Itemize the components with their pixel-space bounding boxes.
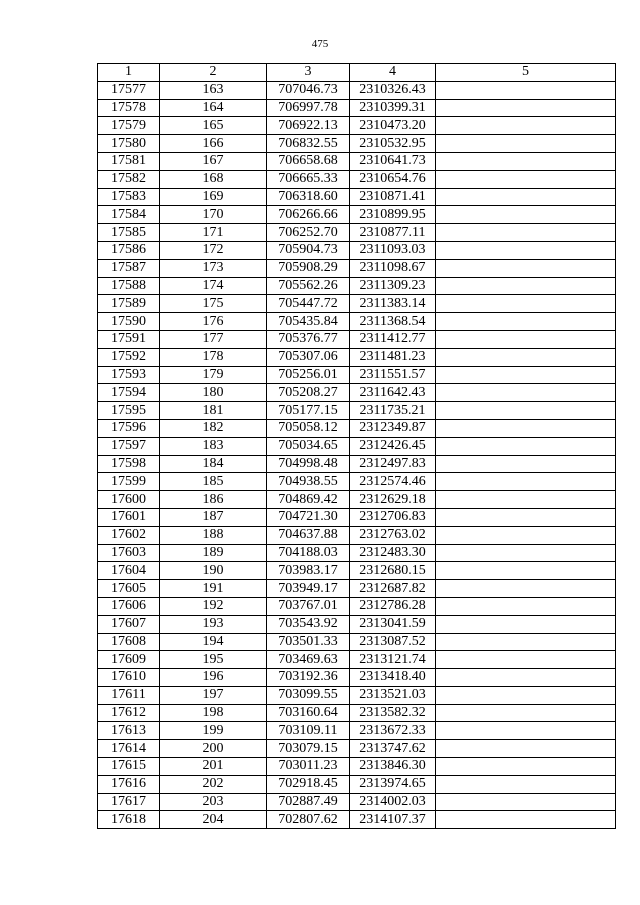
y-coordinate-cell: 2310641.73 — [350, 152, 436, 170]
note-cell — [436, 170, 616, 188]
note-cell — [436, 117, 616, 135]
table-row — [98, 224, 616, 242]
x-coordinate-cell: 702887.49 — [267, 793, 350, 811]
vertex-number-cell: 184 — [160, 455, 267, 473]
y-coordinate-cell: 2312687.82 — [350, 580, 436, 598]
y-coordinate-cell: 2312680.15 — [350, 562, 436, 580]
point-id-cell: 17595 — [98, 402, 160, 420]
table-row — [98, 402, 616, 420]
table-row — [98, 580, 616, 598]
note-cell — [436, 152, 616, 170]
y-coordinate-cell: 2312706.83 — [350, 508, 436, 526]
page-number: 475 — [311, 38, 329, 50]
table-row — [98, 491, 616, 509]
x-coordinate-cell: 703099.55 — [267, 686, 350, 704]
y-coordinate-cell: 2310326.43 — [350, 81, 436, 99]
coordinates-table — [97, 63, 616, 829]
vertex-number-cell: 183 — [160, 437, 267, 455]
table-row — [98, 241, 616, 259]
vertex-number-cell: 165 — [160, 117, 267, 135]
point-id-cell: 17610 — [98, 669, 160, 687]
x-coordinate-cell: 703469.63 — [267, 651, 350, 669]
table-body — [98, 64, 616, 829]
y-coordinate-cell: 2312574.46 — [350, 473, 436, 491]
vertex-number-cell: 174 — [160, 277, 267, 295]
header-cell-5: 5 — [436, 64, 616, 82]
table-row — [98, 562, 616, 580]
point-id-cell: 17597 — [98, 437, 160, 455]
y-coordinate-cell: 2311093.03 — [350, 241, 436, 259]
vertex-number-cell: 175 — [160, 295, 267, 313]
vertex-number-cell: 181 — [160, 402, 267, 420]
table-row — [98, 295, 616, 313]
point-id-cell: 17584 — [98, 206, 160, 224]
point-id-cell: 17615 — [98, 758, 160, 776]
x-coordinate-cell: 706997.78 — [267, 99, 350, 117]
x-coordinate-cell: 702807.62 — [267, 811, 350, 829]
y-coordinate-cell: 2313121.74 — [350, 651, 436, 669]
x-coordinate-cell: 703949.17 — [267, 580, 350, 598]
table-row — [98, 348, 616, 366]
note-cell — [436, 419, 616, 437]
note-cell — [436, 259, 616, 277]
note-cell — [436, 81, 616, 99]
vertex-number-cell: 180 — [160, 384, 267, 402]
note-cell — [436, 562, 616, 580]
table-row — [98, 313, 616, 331]
point-id-cell: 17607 — [98, 615, 160, 633]
x-coordinate-cell: 704869.42 — [267, 491, 350, 509]
x-coordinate-cell: 704938.55 — [267, 473, 350, 491]
note-cell — [436, 206, 616, 224]
y-coordinate-cell: 2312629.18 — [350, 491, 436, 509]
header-cell-4: 4 — [350, 64, 436, 82]
note-cell — [436, 188, 616, 206]
note-cell — [436, 651, 616, 669]
note-cell — [436, 508, 616, 526]
point-id-cell: 17616 — [98, 775, 160, 793]
note-cell — [436, 224, 616, 242]
y-coordinate-cell: 2314002.03 — [350, 793, 436, 811]
y-coordinate-cell: 2311551.57 — [350, 366, 436, 384]
x-coordinate-cell: 703079.15 — [267, 740, 350, 758]
x-coordinate-cell: 706665.33 — [267, 170, 350, 188]
y-coordinate-cell: 2312483.30 — [350, 544, 436, 562]
point-id-cell: 17602 — [98, 526, 160, 544]
table-row — [98, 758, 616, 776]
table-row — [98, 775, 616, 793]
y-coordinate-cell: 2313846.30 — [350, 758, 436, 776]
y-coordinate-cell: 2311412.77 — [350, 330, 436, 348]
note-cell — [436, 597, 616, 615]
table-row — [98, 508, 616, 526]
point-id-cell: 17613 — [98, 722, 160, 740]
vertex-number-cell: 171 — [160, 224, 267, 242]
x-coordinate-cell: 705256.01 — [267, 366, 350, 384]
point-id-cell: 17592 — [98, 348, 160, 366]
point-id-cell: 17586 — [98, 241, 160, 259]
x-coordinate-cell: 705435.84 — [267, 313, 350, 331]
vertex-number-cell: 167 — [160, 152, 267, 170]
note-cell — [436, 580, 616, 598]
note-cell — [436, 722, 616, 740]
point-id-cell: 17618 — [98, 811, 160, 829]
note-cell — [436, 633, 616, 651]
x-coordinate-cell: 705447.72 — [267, 295, 350, 313]
note-cell — [436, 811, 616, 829]
table-row — [98, 81, 616, 99]
point-id-cell: 17609 — [98, 651, 160, 669]
table-row — [98, 793, 616, 811]
x-coordinate-cell: 706318.60 — [267, 188, 350, 206]
x-coordinate-cell: 703543.92 — [267, 615, 350, 633]
y-coordinate-cell: 2312786.28 — [350, 597, 436, 615]
x-coordinate-cell: 703501.33 — [267, 633, 350, 651]
point-id-cell: 17599 — [98, 473, 160, 491]
point-id-cell: 17606 — [98, 597, 160, 615]
header-cell-2: 2 — [160, 64, 267, 82]
y-coordinate-cell: 2311383.14 — [350, 295, 436, 313]
y-coordinate-cell: 2312763.02 — [350, 526, 436, 544]
table-row — [98, 330, 616, 348]
x-coordinate-cell: 706832.55 — [267, 135, 350, 153]
x-coordinate-cell: 706266.66 — [267, 206, 350, 224]
x-coordinate-cell: 706658.68 — [267, 152, 350, 170]
vertex-number-cell: 196 — [160, 669, 267, 687]
x-coordinate-cell: 705058.12 — [267, 419, 350, 437]
x-coordinate-cell: 703109.11 — [267, 722, 350, 740]
note-cell — [436, 241, 616, 259]
y-coordinate-cell: 2313418.40 — [350, 669, 436, 687]
y-coordinate-cell: 2310871.41 — [350, 188, 436, 206]
table-row — [98, 686, 616, 704]
vertex-number-cell: 182 — [160, 419, 267, 437]
x-coordinate-cell: 705208.27 — [267, 384, 350, 402]
x-coordinate-cell: 704637.88 — [267, 526, 350, 544]
y-coordinate-cell: 2311098.67 — [350, 259, 436, 277]
y-coordinate-cell: 2313582.32 — [350, 704, 436, 722]
table-header-row — [98, 64, 616, 82]
point-id-cell: 17583 — [98, 188, 160, 206]
header-cell-1: 1 — [98, 64, 160, 82]
note-cell — [436, 686, 616, 704]
table-row — [98, 170, 616, 188]
table-row — [98, 633, 616, 651]
y-coordinate-cell: 2310399.31 — [350, 99, 436, 117]
note-cell — [436, 491, 616, 509]
point-id-cell: 17589 — [98, 295, 160, 313]
table-row — [98, 811, 616, 829]
y-coordinate-cell: 2313521.03 — [350, 686, 436, 704]
table-row — [98, 419, 616, 437]
point-id-cell: 17585 — [98, 224, 160, 242]
vertex-number-cell: 163 — [160, 81, 267, 99]
y-coordinate-cell: 2312349.87 — [350, 419, 436, 437]
y-coordinate-cell: 2311481.23 — [350, 348, 436, 366]
y-coordinate-cell: 2313087.52 — [350, 633, 436, 651]
vertex-number-cell: 187 — [160, 508, 267, 526]
table-row — [98, 188, 616, 206]
table-row — [98, 473, 616, 491]
table-row — [98, 722, 616, 740]
point-id-cell: 17600 — [98, 491, 160, 509]
point-id-cell: 17587 — [98, 259, 160, 277]
x-coordinate-cell: 703983.17 — [267, 562, 350, 580]
point-id-cell: 17582 — [98, 170, 160, 188]
vertex-number-cell: 169 — [160, 188, 267, 206]
vertex-number-cell: 191 — [160, 580, 267, 598]
x-coordinate-cell: 705307.06 — [267, 348, 350, 366]
point-id-cell: 17581 — [98, 152, 160, 170]
y-coordinate-cell: 2311642.43 — [350, 384, 436, 402]
point-id-cell: 17579 — [98, 117, 160, 135]
note-cell — [436, 313, 616, 331]
point-id-cell: 17608 — [98, 633, 160, 651]
vertex-number-cell: 173 — [160, 259, 267, 277]
y-coordinate-cell: 2310473.20 — [350, 117, 436, 135]
vertex-number-cell: 197 — [160, 686, 267, 704]
y-coordinate-cell: 2310877.11 — [350, 224, 436, 242]
vertex-number-cell: 188 — [160, 526, 267, 544]
note-cell — [436, 775, 616, 793]
vertex-number-cell: 178 — [160, 348, 267, 366]
vertex-number-cell: 201 — [160, 758, 267, 776]
point-id-cell: 17580 — [98, 135, 160, 153]
y-coordinate-cell: 2310654.76 — [350, 170, 436, 188]
table-row — [98, 259, 616, 277]
x-coordinate-cell: 705562.26 — [267, 277, 350, 295]
x-coordinate-cell: 703192.36 — [267, 669, 350, 687]
table-row — [98, 669, 616, 687]
x-coordinate-cell: 705908.29 — [267, 259, 350, 277]
note-cell — [436, 544, 616, 562]
x-coordinate-cell: 703011.23 — [267, 758, 350, 776]
vertex-number-cell: 170 — [160, 206, 267, 224]
vertex-number-cell: 192 — [160, 597, 267, 615]
point-id-cell: 17590 — [98, 313, 160, 331]
table-row — [98, 651, 616, 669]
note-cell — [436, 384, 616, 402]
table-row — [98, 455, 616, 473]
point-id-cell: 17578 — [98, 99, 160, 117]
y-coordinate-cell: 2312497.83 — [350, 455, 436, 473]
vertex-number-cell: 204 — [160, 811, 267, 829]
table-row — [98, 704, 616, 722]
vertex-number-cell: 198 — [160, 704, 267, 722]
x-coordinate-cell: 703160.64 — [267, 704, 350, 722]
note-cell — [436, 348, 616, 366]
point-id-cell: 17593 — [98, 366, 160, 384]
x-coordinate-cell: 707046.73 — [267, 81, 350, 99]
vertex-number-cell: 185 — [160, 473, 267, 491]
point-id-cell: 17604 — [98, 562, 160, 580]
header-cell-3: 3 — [267, 64, 350, 82]
vertex-number-cell: 202 — [160, 775, 267, 793]
vertex-number-cell: 164 — [160, 99, 267, 117]
point-id-cell: 17594 — [98, 384, 160, 402]
x-coordinate-cell: 704998.48 — [267, 455, 350, 473]
note-cell — [436, 704, 616, 722]
y-coordinate-cell: 2311309.23 — [350, 277, 436, 295]
y-coordinate-cell: 2310532.95 — [350, 135, 436, 153]
note-cell — [436, 295, 616, 313]
note-cell — [436, 330, 616, 348]
note-cell — [436, 740, 616, 758]
point-id-cell: 17598 — [98, 455, 160, 473]
vertex-number-cell: 190 — [160, 562, 267, 580]
x-coordinate-cell: 705376.77 — [267, 330, 350, 348]
point-id-cell: 17611 — [98, 686, 160, 704]
point-id-cell: 17588 — [98, 277, 160, 295]
vertex-number-cell: 193 — [160, 615, 267, 633]
x-coordinate-cell: 706922.13 — [267, 117, 350, 135]
point-id-cell: 17591 — [98, 330, 160, 348]
note-cell — [436, 758, 616, 776]
vertex-number-cell: 194 — [160, 633, 267, 651]
vertex-number-cell: 166 — [160, 135, 267, 153]
vertex-number-cell: 168 — [160, 170, 267, 188]
point-id-cell: 17612 — [98, 704, 160, 722]
vertex-number-cell: 177 — [160, 330, 267, 348]
table-row — [98, 277, 616, 295]
vertex-number-cell: 172 — [160, 241, 267, 259]
table-row — [98, 135, 616, 153]
x-coordinate-cell: 705904.73 — [267, 241, 350, 259]
note-cell — [436, 366, 616, 384]
point-id-cell: 17577 — [98, 81, 160, 99]
table-row — [98, 615, 616, 633]
y-coordinate-cell: 2312426.45 — [350, 437, 436, 455]
note-cell — [436, 277, 616, 295]
x-coordinate-cell: 702918.45 — [267, 775, 350, 793]
vertex-number-cell: 195 — [160, 651, 267, 669]
point-id-cell: 17614 — [98, 740, 160, 758]
note-cell — [436, 437, 616, 455]
table-row — [98, 206, 616, 224]
point-id-cell: 17603 — [98, 544, 160, 562]
x-coordinate-cell: 706252.70 — [267, 224, 350, 242]
y-coordinate-cell: 2311735.21 — [350, 402, 436, 420]
y-coordinate-cell: 2313041.59 — [350, 615, 436, 633]
x-coordinate-cell: 704188.03 — [267, 544, 350, 562]
vertex-number-cell: 179 — [160, 366, 267, 384]
table-row — [98, 117, 616, 135]
vertex-number-cell: 176 — [160, 313, 267, 331]
table-row — [98, 526, 616, 544]
note-cell — [436, 135, 616, 153]
note-cell — [436, 402, 616, 420]
table-row — [98, 152, 616, 170]
y-coordinate-cell: 2313747.62 — [350, 740, 436, 758]
y-coordinate-cell: 2311368.54 — [350, 313, 436, 331]
vertex-number-cell: 203 — [160, 793, 267, 811]
y-coordinate-cell: 2310899.95 — [350, 206, 436, 224]
x-coordinate-cell: 704721.30 — [267, 508, 350, 526]
y-coordinate-cell: 2313672.33 — [350, 722, 436, 740]
table-row — [98, 597, 616, 615]
y-coordinate-cell: 2314107.37 — [350, 811, 436, 829]
table-row — [98, 99, 616, 117]
point-id-cell: 17601 — [98, 508, 160, 526]
note-cell — [436, 793, 616, 811]
x-coordinate-cell: 703767.01 — [267, 597, 350, 615]
table-row — [98, 437, 616, 455]
x-coordinate-cell: 705177.15 — [267, 402, 350, 420]
note-cell — [436, 526, 616, 544]
note-cell — [436, 99, 616, 117]
vertex-number-cell: 189 — [160, 544, 267, 562]
note-cell — [436, 615, 616, 633]
note-cell — [436, 669, 616, 687]
table-row — [98, 366, 616, 384]
y-coordinate-cell: 2313974.65 — [350, 775, 436, 793]
note-cell — [436, 473, 616, 491]
point-id-cell: 17617 — [98, 793, 160, 811]
note-cell — [436, 455, 616, 473]
x-coordinate-cell: 705034.65 — [267, 437, 350, 455]
point-id-cell: 17596 — [98, 419, 160, 437]
vertex-number-cell: 186 — [160, 491, 267, 509]
vertex-number-cell: 199 — [160, 722, 267, 740]
table-row — [98, 740, 616, 758]
table-row — [98, 544, 616, 562]
table-row — [98, 384, 616, 402]
point-id-cell: 17605 — [98, 580, 160, 598]
vertex-number-cell: 200 — [160, 740, 267, 758]
